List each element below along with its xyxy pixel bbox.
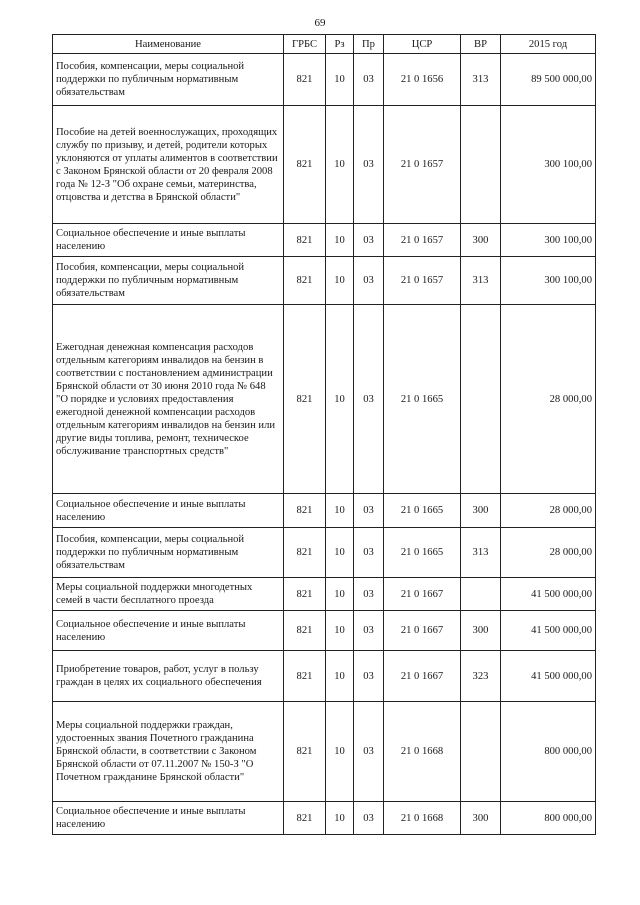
cell-csr: 21 0 1657 bbox=[384, 257, 461, 305]
cell-vr: 323 bbox=[461, 651, 501, 702]
cell-rz: 10 bbox=[326, 702, 354, 802]
table-row bbox=[53, 224, 596, 257]
cell-name: Меры социальной поддержки граждан, удостоенных звания Почетного гражданина Брянской области, в соответствии с Законом Брянской области от 07.11.2007 № 150-З "О Почетном гражданине Брянской области" bbox=[53, 702, 284, 802]
cell-name: Пособие на детей военнослужащих, проходящих службу по призыву, и детей, родители которых уклоняются от уплаты алиментов в соответствии с Законом Брянской области от 20 февраля 2008 года № 12-З "Об охране семьи, материнства, отцовства и детства в Брянской области" bbox=[53, 106, 284, 224]
cell-name: Пособия, компенсации, меры социальной поддержки по публичным нормативным обязательствам bbox=[53, 528, 284, 578]
budget-table bbox=[52, 34, 596, 835]
cell-pr: 03 bbox=[354, 651, 384, 702]
cell-sum: 800 000,00 bbox=[501, 802, 596, 835]
cell-name: Ежегодная денежная компенсация расходов отдельным категориям инвалидов на бензин в соответствии с постановлением администрации Брянской области от 30 июня 2010 года № 648 "О порядке и условиях предоставления ежегодной денежной компенсации расходов отдельным категориям инвалидов на бензин или другие виды топлива, ремонт, техническое обслуживание транспортных средств" bbox=[53, 305, 284, 494]
table-row bbox=[53, 611, 596, 651]
cell-sum: 89 500 000,00 bbox=[501, 54, 596, 106]
cell-rz: 10 bbox=[326, 257, 354, 305]
cell-name: Социальное обеспечение и иные выплаты населению bbox=[53, 224, 284, 257]
cell-csr: 21 0 1668 bbox=[384, 702, 461, 802]
cell-grbs: 821 bbox=[284, 578, 326, 611]
cell-rz: 10 bbox=[326, 106, 354, 224]
cell-vr: 313 bbox=[461, 54, 501, 106]
cell-csr: 21 0 1656 bbox=[384, 54, 461, 106]
cell-pr: 03 bbox=[354, 702, 384, 802]
page-number: 69 bbox=[314, 17, 326, 29]
table-row bbox=[53, 802, 596, 835]
table-row bbox=[53, 54, 596, 106]
cell-name: Меры социальной поддержки многодетных семей в части бесплатного проезда bbox=[53, 578, 284, 611]
cell-csr: 21 0 1667 bbox=[384, 651, 461, 702]
cell-csr: 21 0 1668 bbox=[384, 802, 461, 835]
cell-grbs: 821 bbox=[284, 224, 326, 257]
cell-pr: 03 bbox=[354, 106, 384, 224]
cell-vr: 300 bbox=[461, 802, 501, 835]
header-pr: Пр bbox=[354, 35, 384, 54]
cell-vr: 300 bbox=[461, 224, 501, 257]
cell-pr: 03 bbox=[354, 578, 384, 611]
cell-vr bbox=[461, 578, 501, 611]
cell-sum: 300 100,00 bbox=[501, 224, 596, 257]
table-row bbox=[53, 305, 596, 494]
header-sum-2015: 2015 год bbox=[501, 35, 596, 54]
cell-grbs: 821 bbox=[284, 802, 326, 835]
cell-pr: 03 bbox=[354, 305, 384, 494]
cell-rz: 10 bbox=[326, 651, 354, 702]
header-vr: ВР bbox=[461, 35, 501, 54]
cell-rz: 10 bbox=[326, 528, 354, 578]
header-csr: ЦСР bbox=[384, 35, 461, 54]
cell-csr: 21 0 1665 bbox=[384, 305, 461, 494]
cell-name: Приобретение товаров, работ, услуг в пользу граждан в целях их социального обеспечения bbox=[53, 651, 284, 702]
cell-name: Пособия, компенсации, меры социальной поддержки по публичным нормативным обязательствам bbox=[53, 54, 284, 106]
cell-grbs: 821 bbox=[284, 54, 326, 106]
cell-pr: 03 bbox=[354, 224, 384, 257]
table-row bbox=[53, 528, 596, 578]
cell-csr: 21 0 1657 bbox=[384, 224, 461, 257]
cell-grbs: 821 bbox=[284, 106, 326, 224]
cell-sum: 28 000,00 bbox=[501, 305, 596, 494]
cell-rz: 10 bbox=[326, 54, 354, 106]
cell-csr: 21 0 1667 bbox=[384, 611, 461, 651]
table-row bbox=[53, 257, 596, 305]
cell-rz: 10 bbox=[326, 494, 354, 528]
cell-grbs: 821 bbox=[284, 702, 326, 802]
cell-sum: 41 500 000,00 bbox=[501, 611, 596, 651]
header-grbs: ГРБС bbox=[284, 35, 326, 54]
cell-sum: 41 500 000,00 bbox=[501, 578, 596, 611]
table-row bbox=[53, 702, 596, 802]
cell-rz: 10 bbox=[326, 224, 354, 257]
cell-name: Пособия, компенсации, меры социальной поддержки по публичным нормативным обязательствам bbox=[53, 257, 284, 305]
cell-vr: 300 bbox=[461, 611, 501, 651]
cell-grbs: 821 bbox=[284, 528, 326, 578]
cell-vr: 313 bbox=[461, 257, 501, 305]
cell-pr: 03 bbox=[354, 528, 384, 578]
cell-sum: 300 100,00 bbox=[501, 106, 596, 224]
cell-name: Социальное обеспечение и иные выплаты населению bbox=[53, 611, 284, 651]
cell-csr: 21 0 1657 bbox=[384, 106, 461, 224]
cell-grbs: 821 bbox=[284, 494, 326, 528]
cell-sum: 800 000,00 bbox=[501, 702, 596, 802]
cell-sum: 300 100,00 bbox=[501, 257, 596, 305]
cell-sum: 28 000,00 bbox=[501, 528, 596, 578]
cell-pr: 03 bbox=[354, 802, 384, 835]
cell-vr bbox=[461, 106, 501, 224]
cell-pr: 03 bbox=[354, 494, 384, 528]
cell-vr: 300 bbox=[461, 494, 501, 528]
cell-csr: 21 0 1667 bbox=[384, 578, 461, 611]
cell-csr: 21 0 1665 bbox=[384, 494, 461, 528]
table-row bbox=[53, 578, 596, 611]
cell-vr bbox=[461, 702, 501, 802]
cell-grbs: 821 bbox=[284, 305, 326, 494]
header-rz: Рз bbox=[326, 35, 354, 54]
cell-pr: 03 bbox=[354, 54, 384, 106]
table-row bbox=[53, 651, 596, 702]
cell-pr: 03 bbox=[354, 257, 384, 305]
cell-grbs: 821 bbox=[284, 651, 326, 702]
cell-name: Социальное обеспечение и иные выплаты населению bbox=[53, 802, 284, 835]
cell-vr: 313 bbox=[461, 528, 501, 578]
cell-rz: 10 bbox=[326, 578, 354, 611]
cell-pr: 03 bbox=[354, 611, 384, 651]
cell-sum: 41 500 000,00 bbox=[501, 651, 596, 702]
cell-vr bbox=[461, 305, 501, 494]
cell-rz: 10 bbox=[326, 611, 354, 651]
table-row bbox=[53, 494, 596, 528]
cell-sum: 28 000,00 bbox=[501, 494, 596, 528]
cell-csr: 21 0 1665 bbox=[384, 528, 461, 578]
cell-name: Социальное обеспечение и иные выплаты населению bbox=[53, 494, 284, 528]
cell-rz: 10 bbox=[326, 305, 354, 494]
header-name: Наименование bbox=[53, 35, 284, 54]
table-header-row bbox=[53, 35, 596, 54]
cell-grbs: 821 bbox=[284, 611, 326, 651]
cell-rz: 10 bbox=[326, 802, 354, 835]
table-row bbox=[53, 106, 596, 224]
cell-grbs: 821 bbox=[284, 257, 326, 305]
